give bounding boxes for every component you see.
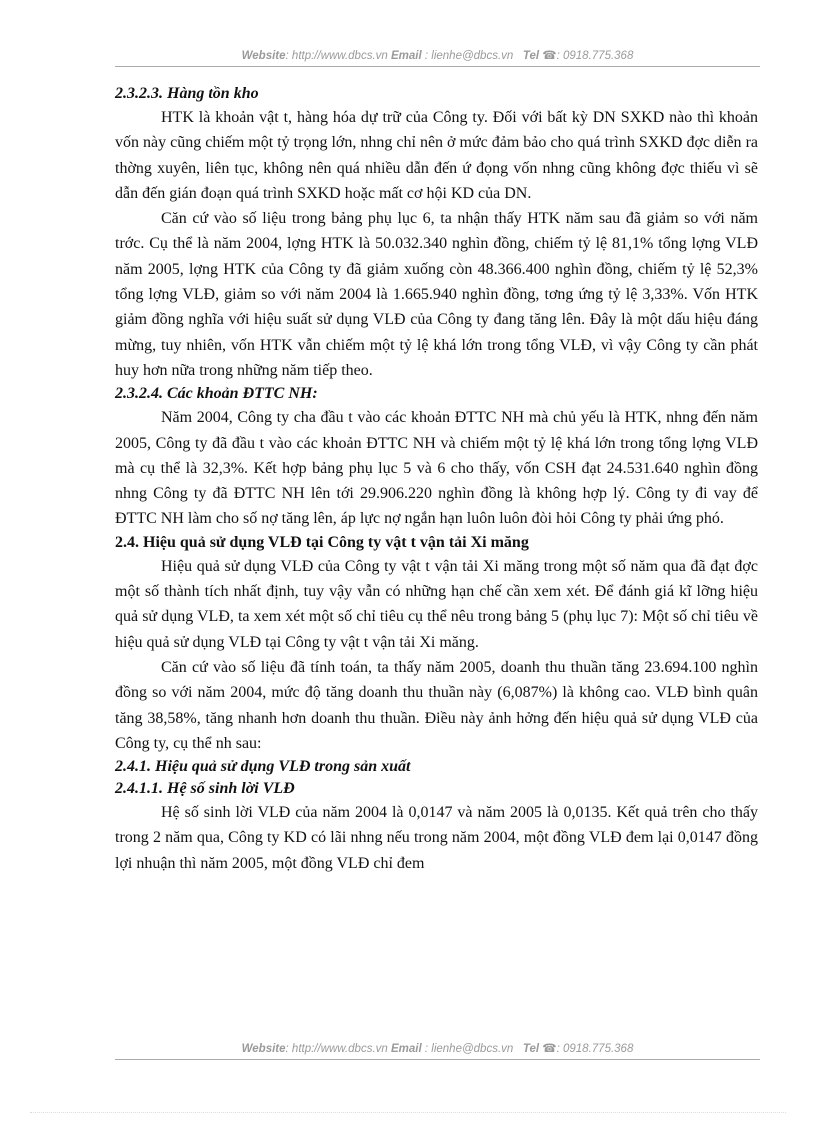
paragraph-dttc-nh: Năm 2004, Công ty cha đầu t vào các khoản ĐTTC NH mà chủ yếu là HTK, nhng đến năm 2005, Công ty đã đầu t vào các khoản ĐTTC NH và chiếm một tỷ lệ khá lớn trong tổng lợng VLĐ mà cụ thể là 32,3%. Kết hợp bảng phụ lục 5 và 6 cho thấy, vốn CSH đạt 24.531.640 nghìn đồng nhng Công ty đã ĐTTC NH lên tới 29.906.220 nghìn đồng là không hợp lý. Công ty đi vay để ĐTTC NH làm cho số nợ tăng lên, áp lực nợ ngắn hạn luôn luôn đòi hỏi Công ty phải ứng phó. xyxy=(115,409,758,528)
footer-tel-value: ☎: 0918.775.368 xyxy=(542,1043,634,1055)
paragraph-he-so-sinh-loi: Hệ số sinh lời VLĐ của năm 2004 là 0,0147 và năm 2005 là 0,0135. Kết quả trên cho thấy trong 2 năm qua, Công ty KD có lãi nhng nếu trong năm 2004, một đồng VLĐ đem lại 0,0147 đồng lợi nhuận thì năm 2005, một đồng VLĐ chỉ đem xyxy=(115,804,758,872)
page-bottom-divider xyxy=(30,1112,786,1113)
header-tel-value: ☎: 0918.775.368 xyxy=(542,50,634,62)
footer-tel-label: Tel xyxy=(522,1043,540,1055)
header-email-label: Email xyxy=(391,50,422,62)
footer-email-label: Email xyxy=(391,1043,422,1055)
paragraph-doanh-thu: Căn cứ vào số liệu đã tính toán, ta thấy năm 2005, doanh thu thuần tăng 23.694.100 nghìn đồng so với năm 2004, mức độ tăng doanh thu thuần này (6,087%) là không cao. VLĐ bình quân tăng 38,58%, tăng nhanh hơn doanh thu thuần. Điều này ảnh hởng đến hiệu quả sử dụng VLĐ của Công ty, cụ thể nh sau: xyxy=(115,658,758,752)
paragraph-hieu-qua-intro: Hiệu quả sử dụng VLĐ của Công ty vật t vận tải Xi măng trong một số năm qua đã đạt đợc một số thành tích nhất định, tuy vậy vẫn có những hạn chế cần xem xét. Để đánh giá kĩ lỡng hiệu quả sử dụng VLĐ, ta xem xét một số chỉ tiêu cụ thể nêu trong bảng 5 (phụ lục 7): Một số chỉ tiêu về hiệu quả sử dụng VLĐ tại Công ty vật t vận tải Xi măng. xyxy=(115,557,758,651)
footer-website-label: Website xyxy=(241,1043,286,1055)
header-email-value[interactable]: : lienhe@dbcs.vn xyxy=(424,50,514,62)
header-website-label: Website xyxy=(241,50,286,62)
document-body xyxy=(115,83,758,876)
section-title-hang-ton-kho: 2.3.2.3. Hàng tồn kho xyxy=(115,85,259,102)
page-footer xyxy=(115,1041,760,1060)
paragraph-htk-analysis: Căn cứ vào số liệu trong bảng phụ lục 6, ta nhận thấy HTK năm sau đã giảm so với năm trớc. Cụ thể là năm 2004, lợng HTK là 50.032.340 nghìn đồng, chiếm tỷ lệ 81,1% tổng lợng VLĐ năm 2005, lợng HTK của Công ty đã giảm xuống còn 48.366.400 nghìn đồng, chiếm tỷ lệ 52,3% tổng lợng VLĐ, giảm so với năm 2004 là 1.665.940 nghìn đồng, tơng ứng tỷ lệ 3,33%. Vốn HTK giảm đồng nghĩa với hiệu suất sử dụng VLĐ của Công ty đang tăng lên. Đây là một dấu hiệu đáng mừng, tuy nhiên, vốn HTK vẫn chiếm một tỷ lệ khá lớn trong tổng VLĐ, vì vậy Công ty cần phát huy hơn nữa trong những năm tiếp theo. xyxy=(115,210,758,379)
footer-email-value[interactable]: : lienhe@dbcs.vn xyxy=(424,1043,514,1055)
header-website-value[interactable]: : http://www.dbcs.vn xyxy=(285,50,388,62)
header-tel-label: Tel xyxy=(522,50,540,62)
paragraph-htk-definition: HTK là khoản vật t, hàng hóa dự trữ của Công ty. Đối với bất kỳ DN SXKD nào thì khoản vốn này cũng chiếm một tỷ trọng lớn, nhng chỉ nên ở mức đảm bảo cho quá trình SXKD đợc diễn ra thờng xuyên, liên tục, không nên quá nhiều dẫn đến ứ đọng vốn nhng cũng không đợc thiếu vì sẽ dẫn đến gián đoạn quá trình SXKD hoặc mất cơ hội KD của DN. xyxy=(115,109,758,202)
section-title-dttc-nh: 2.3.2.4. Các khoản ĐTTC NH: xyxy=(115,385,318,403)
footer-website-value[interactable]: : http://www.dbcs.vn xyxy=(285,1043,388,1055)
section-title-he-so-sinh-loi: 2.4.1.1. Hệ số sinh lời VLĐ xyxy=(115,780,295,798)
page-header xyxy=(115,48,760,67)
section-title-san-xuat: 2.4.1. Hiệu quả sử dụng VLĐ trong sản xuất xyxy=(115,758,411,776)
section-title-hieu-qua-vld: 2.4. Hiệu quả sử dụng VLĐ tại Công ty vật t vận tải Xi măng xyxy=(115,533,529,551)
